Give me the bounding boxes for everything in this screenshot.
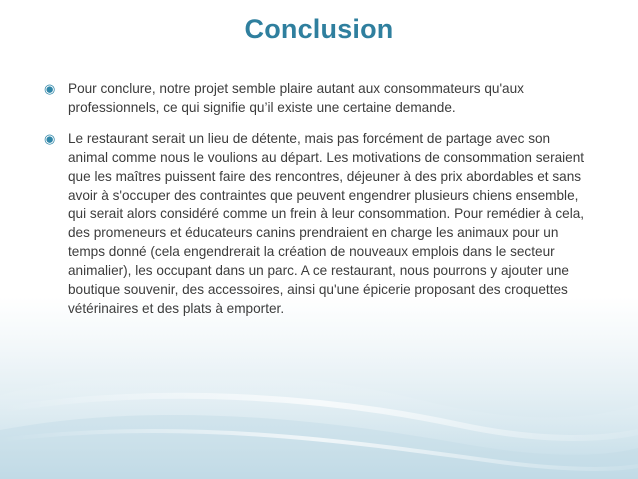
- bullet-text: Pour conclure, notre projet semble plaire autant aux consommateurs qu'aux professionnels, ce qui signifie qu’il existe une certaine demande.: [68, 81, 524, 115]
- concentric-circle-bullet-icon: ◉: [44, 81, 56, 96]
- bullet-text: Le restaurant serait un lieu de détente, mais pas forcément de partage avec son animal comme nous le voulions au départ. Les motivations de consommation seraient que les maîtres puissent faire des rencontres, déjeuner à des prix abordables et sans avoir à s'occuper des contraintes que peuvent engendrer plusieurs chiens ensemble, qui serait alors considéré comme un frein à leur consommation. Pour remédier à cela, des promeneurs et éducateurs canins prendraient en charge les animaux pour un temps donné (cela engendrerait la création de nouveaux emplois dans le secteur animalier), les occupant dans un parc. A ce restaurant, nous pourrons y ajouter une boutique souvenir, des accessoires, ainsi qu'une épicerie proposant des croquettes vétérinaires et des plats à emporter.: [68, 130, 585, 316]
- slide-title: Conclusion: [244, 14, 394, 44]
- bullet-item: [44, 80, 592, 118]
- bullet-item: [44, 130, 592, 319]
- concentric-circle-bullet-icon: ◉: [44, 130, 56, 146]
- bullet-list: [44, 80, 592, 331]
